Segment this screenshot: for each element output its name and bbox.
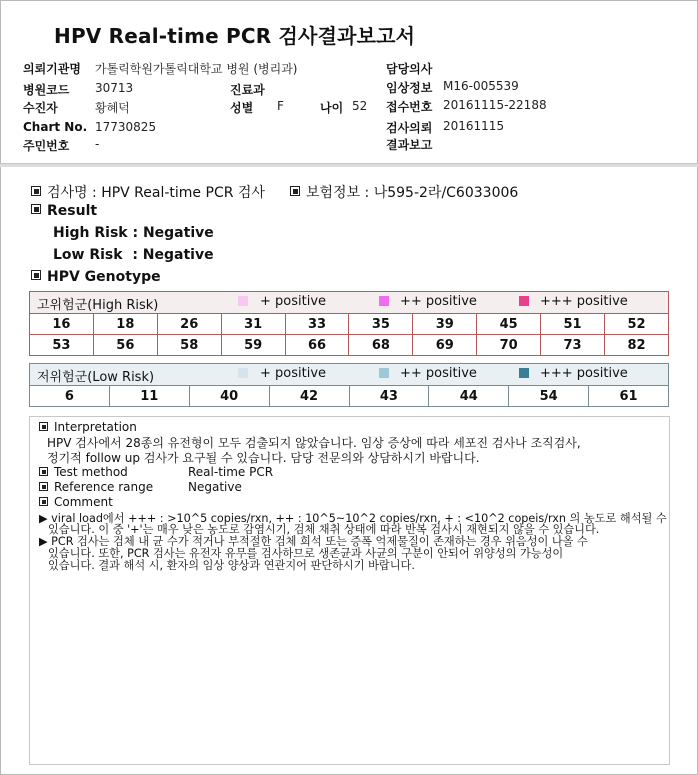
genotype-cell: 6 — [30, 386, 110, 407]
low-risk-title: 저위험군(Low Risk) — [37, 370, 155, 385]
genotype-heading — [31, 269, 161, 285]
clinical-info-label: 임상정보 — [386, 81, 433, 95]
insurance-line — [290, 182, 518, 202]
square-bullet-icon — [39, 422, 48, 431]
genotype-cell: 70 — [477, 335, 541, 356]
low-legend-1: + positive — [260, 366, 327, 381]
hospital-code-label: 병원코드 — [23, 83, 70, 97]
genotype-cell: 68 — [349, 335, 413, 356]
genotype-cell: 51 — [541, 314, 605, 335]
sex-label: 성별 — [230, 101, 254, 115]
report-title: HPV Real-time PCR 검사결과보고서 — [54, 24, 416, 48]
genotype-cell: 61 — [589, 386, 669, 407]
square-bullet-icon — [290, 186, 300, 196]
low-legend-3: +++ positive — [540, 366, 628, 381]
high-risk-title: 고위험군(High Risk) — [37, 298, 159, 313]
test-name-text: 검사명 : HPV Real-time PCR 검사 — [47, 185, 265, 201]
age-label: 나이 — [320, 101, 344, 115]
genotype-cell: 66 — [285, 335, 349, 356]
genotype-cell: 39 — [413, 314, 477, 335]
test-method-heading — [39, 466, 128, 479]
genotype-cell: 56 — [93, 335, 157, 356]
test-name-line — [31, 182, 265, 202]
low-risk-genotype-table — [29, 385, 669, 407]
header-divider — [0, 163, 698, 167]
square-bullet-icon — [39, 482, 48, 491]
institution-label: 의뢰기관명 — [23, 62, 81, 76]
comment-line-4: 있습니다. 또한, PCR 검사는 유전자 유무를 검사하므로 생존균과 사균의 구분이 안되어 위양성의 가능성이 — [48, 547, 564, 560]
patient-label: 수진자 — [23, 101, 58, 115]
low-legend-2: ++ positive — [400, 366, 477, 381]
high-risk-genotype-table — [29, 313, 669, 356]
genotype-cell: 45 — [477, 314, 541, 335]
square-bullet-icon — [31, 186, 41, 196]
genotype-cell: 44 — [429, 386, 509, 407]
institution-value: 가톨릭학원가톨릭대학교 병원 (병리과) — [95, 62, 298, 76]
genotype-cell: 33 — [285, 314, 349, 335]
high-plus3-swatch — [519, 296, 529, 306]
interpretation-label: Interpretation — [54, 420, 137, 434]
interpretation-line-1: HPV 검사에서 28종의 유전형이 모두 검출되지 않았습니다. 임상 증상에 따라 세포진 검사나 조직검사, — [47, 436, 581, 450]
clinical-info-value: M16-005539 — [443, 79, 519, 93]
genotype-cell: 53 — [30, 335, 94, 356]
square-bullet-icon — [31, 204, 41, 214]
comment-label: Comment — [54, 495, 113, 509]
genotype-cell: 69 — [413, 335, 477, 356]
genotype-cell: 26 — [157, 314, 221, 335]
genotype-cell: 59 — [221, 335, 285, 356]
doctor-label: 담당의사 — [386, 62, 433, 76]
comment-line-1: ▶ viral load에서 +++ : >10^5 copies/rxn, ++ : 10^5~10^2 copies/rxn, + : <10^2 copeis/rxn 의 농도로 해석될 수 — [39, 512, 667, 525]
low-risk-result: Low Risk : Negative — [53, 247, 214, 263]
low-risk-header — [29, 363, 669, 386]
genotype-cell: 16 — [30, 314, 94, 335]
genotype-cell: 40 — [189, 386, 269, 407]
genotype-cell: 35 — [349, 314, 413, 335]
patient-value: 황혜덕 — [95, 101, 130, 115]
age-value: 52 — [352, 99, 368, 113]
genotype-cell: 58 — [157, 335, 221, 356]
genotype-cell: 82 — [605, 335, 669, 356]
square-bullet-icon — [39, 467, 48, 476]
low-plus2-swatch — [379, 368, 389, 378]
high-legend-1: + positive — [260, 294, 327, 309]
report-date-label: 결과보고 — [386, 138, 433, 152]
interpretation-heading — [39, 421, 137, 434]
receipt-no-label: 접수번호 — [386, 100, 433, 114]
comment-line-5: 있습니다. 결과 해석 시, 환자의 임상 양상과 연관지어 판단하시기 바랍니다. — [48, 559, 415, 572]
genotype-label: HPV Genotype — [47, 269, 161, 285]
high-risk-result: High Risk : Negative — [53, 225, 214, 241]
interpretation-line-2: 정기적 follow up 검사가 요구될 수 있습니다. 담당 전문의와 상담하시기 바랍니다. — [47, 451, 480, 465]
comment-line-2: 있습니다. 이 중 '+'는 매우 낮은 농도로 감염시기, 검체 채취 상태에 따라 반복 검사시 재현되지 않을 수 있습니다. — [48, 523, 600, 536]
insurance-text: 보험정보 : 나595-2라/C6033006 — [306, 185, 519, 201]
genotype-cell: 54 — [509, 386, 589, 407]
genotype-cell: 18 — [93, 314, 157, 335]
chart-no-label: Chart No. — [23, 120, 88, 134]
genotype-cell: 42 — [269, 386, 349, 407]
square-bullet-icon — [31, 270, 41, 280]
request-date-label: 검사의뢰 — [386, 121, 433, 135]
receipt-no-value: 20161115-22188 — [443, 98, 547, 112]
genotype-cell: 31 — [221, 314, 285, 335]
genotype-cell: 52 — [605, 314, 669, 335]
low-plus1-swatch — [238, 368, 248, 378]
comment-line-3: ▶ PCR 검사는 검체 내 균 수가 적거나 부적절한 검체 희석 또는 증폭 억제물질이 존재하는 경우 위음성이 나올 수 — [39, 535, 588, 548]
high-legend-3: +++ positive — [540, 294, 628, 309]
test-method-label: Test method — [54, 465, 128, 479]
comment-heading — [39, 496, 113, 509]
high-risk-header — [29, 291, 669, 314]
high-legend-2: ++ positive — [400, 294, 477, 309]
rrn-label: 주민번호 — [23, 139, 70, 153]
genotype-cell: 43 — [349, 386, 429, 407]
low-plus3-swatch — [519, 368, 529, 378]
square-bullet-icon — [39, 497, 48, 506]
test-method-value: Real-time PCR — [188, 465, 274, 479]
result-label: Result — [47, 203, 98, 219]
table-row — [30, 335, 669, 356]
high-plus2-swatch — [379, 296, 389, 306]
sex-value: F — [277, 99, 284, 113]
genotype-cell: 11 — [109, 386, 189, 407]
hospital-code-value: 30713 — [95, 81, 134, 95]
reference-range-heading — [39, 481, 153, 494]
reference-range-value: Negative — [188, 480, 242, 494]
high-plus1-swatch — [238, 296, 248, 306]
request-date-value: 20161115 — [443, 119, 505, 133]
dept-label: 진료과 — [230, 83, 265, 97]
table-row — [30, 386, 669, 407]
table-row — [30, 314, 669, 335]
rrn-value: - — [95, 137, 100, 151]
result-heading — [31, 203, 97, 219]
reference-range-label: Reference range — [54, 480, 154, 494]
genotype-cell: 73 — [541, 335, 605, 356]
chart-no-value: 17730825 — [95, 120, 157, 134]
